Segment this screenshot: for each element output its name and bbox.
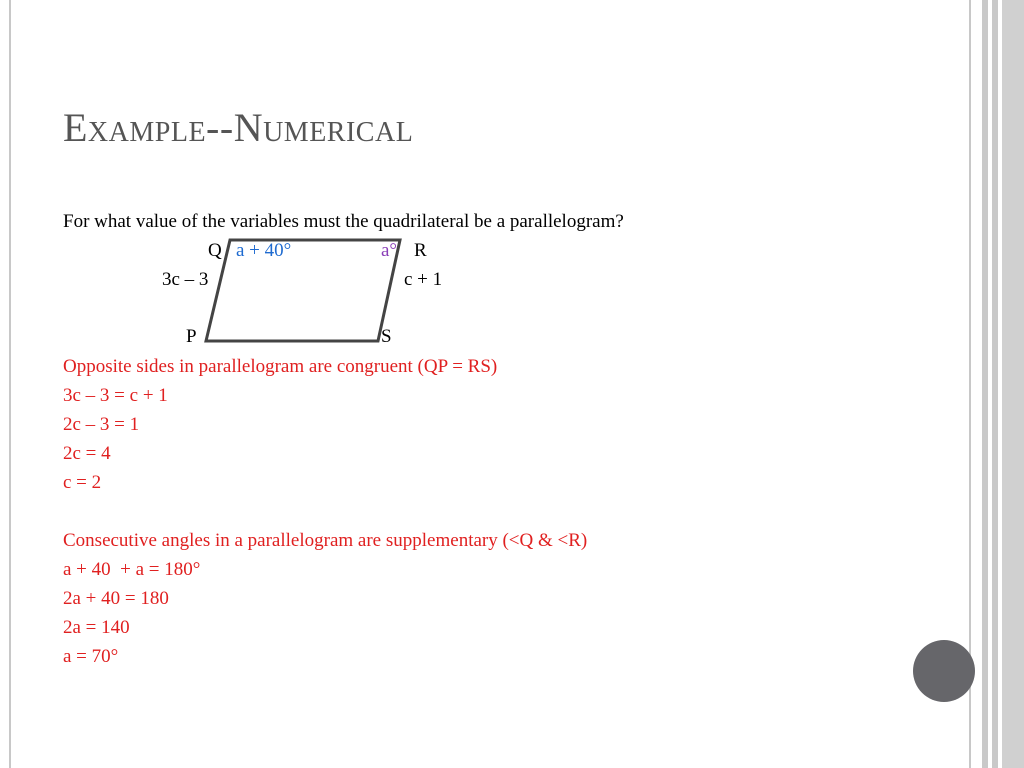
slide-decor-circle (913, 640, 975, 702)
angle-q-label: a + 40° (236, 240, 292, 261)
vertex-q-label: Q (208, 240, 222, 261)
sides-step: c = 2 (63, 472, 102, 493)
vertex-r-label: R (414, 240, 427, 261)
sides-rule: Opposite sides in parallelogram are congruent (QP = RS) (63, 356, 498, 377)
angle-r-label: a° (381, 240, 398, 261)
sides-step: 2c – 3 = 1 (63, 414, 140, 435)
slide-title: Example--Numerical (63, 105, 414, 150)
angles-step: 2a = 140 (63, 617, 130, 638)
angles-rule: Consecutive angles in a parallelogram are supplementary (<Q & <R) (63, 530, 588, 551)
vertex-p-label: P (186, 326, 197, 347)
vertex-s-label: S (381, 326, 392, 347)
angles-step: 2a + 40 = 180 (63, 588, 169, 609)
sides-step: 3c – 3 = c + 1 (63, 385, 168, 406)
side-rs-label: c + 1 (404, 269, 443, 290)
angles-step: a + 40 + a = 180° (63, 559, 201, 580)
question-text: For what value of the variables must the quadrilateral be a parallelogram? (63, 211, 624, 232)
side-qp-label: 3c – 3 (162, 269, 209, 290)
sides-step: 2c = 4 (63, 443, 111, 464)
angles-step: a = 70° (63, 646, 119, 667)
